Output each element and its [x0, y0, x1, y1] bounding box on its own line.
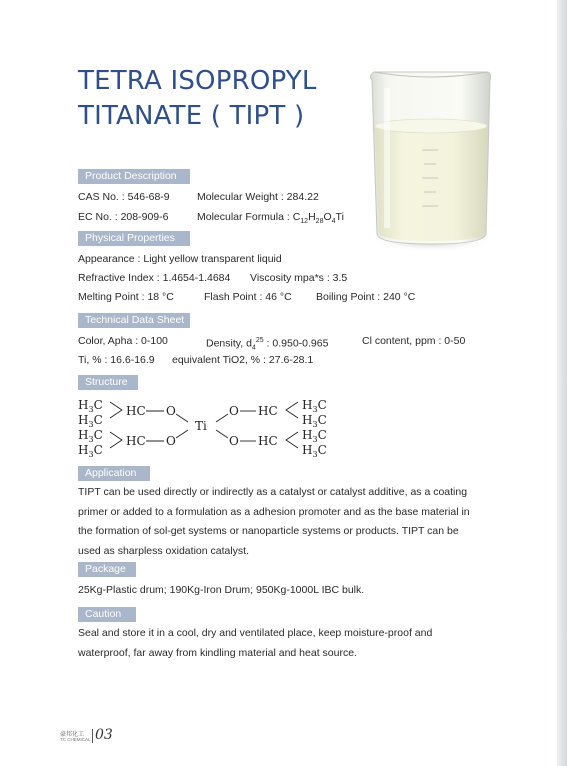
caution-text: Seal and store it in a cool, dry and ventilated place, keep moisture-proof and waterproof, far away from kindling material and heat source. [78, 627, 433, 659]
title-line-1: TETRA ISOPROPYL [78, 66, 317, 96]
struct-h3c-8: $H_3C$ [302, 443, 327, 459]
struct-h3c-6: $H_3C$ [302, 413, 327, 429]
structure-formula [76, 394, 346, 460]
struct-h3c-4: $H_3C$ [78, 443, 103, 459]
struct-o-3: O [229, 404, 239, 418]
page-edge-shadow [557, 0, 567, 766]
struct-h3c-1: $H_3C$ [78, 398, 103, 414]
molecular-formula: Molecular Formula : $C_{12}H_{28}O_4Ti$ [197, 211, 344, 226]
section-header-structure: Structure [78, 375, 138, 390]
appearance: Appearance : Light yellow transparent liquid [78, 253, 282, 265]
application-text: TIPT can be used directly or indirectly as a catalyst or catalyst additive, as a coating primer or added to a formulation as a adhesion promoter and as the base material in the formation of sol-get systems or nanoparticle systems or products. TIPT can be used as sharpless oxidation catalyst. [78, 486, 470, 557]
struct-o-2: O [166, 434, 176, 448]
refractive-index: Refractive Index : 1.4654-1.4684 [78, 272, 231, 284]
tio2-percent: equivalent TiO2, % : 27.6-28.1 [172, 354, 314, 366]
footer-logo-sub: TC CHEMICAL [60, 737, 91, 742]
beaker-image [360, 58, 500, 258]
cl-content: Cl content, ppm : 0-50 [362, 335, 466, 347]
section-header-caution: Caution [78, 607, 136, 622]
title-line-2: TITANATE ( TIPT ) [78, 101, 305, 131]
cas-number: CAS No. : 546-68-9 [78, 191, 170, 203]
package-text: 25Kg-Plastic drum; 190Kg-Iron Drum; 950Kg-1000L IBC bulk. [78, 584, 365, 596]
viscosity: Viscosity mpa*s : 3.5 [250, 272, 348, 284]
struct-hc-3: HC [258, 404, 278, 418]
footer-logo: 豪邦化工 [60, 732, 85, 738]
struct-h3c-7: $H_3C$ [302, 428, 327, 444]
section-header-application: Application [78, 466, 150, 481]
ti-percent: Ti, % : 16.6-16.9 [78, 354, 155, 366]
struct-h3c-5: $H_3C$ [302, 398, 327, 414]
struct-h3c-3: $H_3C$ [78, 428, 103, 444]
struct-hc-4: HC [258, 434, 278, 448]
ec-number: EC No. : 208-909-6 [78, 211, 169, 223]
struct-o-4: O [229, 434, 239, 448]
melting-point: Melting Point : 18 °C [78, 291, 174, 303]
struct-o-1: O [166, 404, 176, 418]
section-header-technical-data: Technical Data Sheet [78, 313, 190, 328]
struct-ti: Ti [195, 419, 207, 433]
section-header-physical-properties: Physical Properties [78, 231, 190, 246]
struct-h3c-2: $H_3C$ [78, 413, 103, 429]
page-number: 03 [95, 727, 113, 743]
flash-point: Flash Point : 46 °C [204, 291, 292, 303]
boiling-point: Boiling Point : 240 °C [316, 291, 416, 303]
section-header-product-description: Product Description [78, 169, 190, 184]
molecular-weight: Molecular Weight : 284.22 [197, 191, 319, 203]
density: Density, $d_4^{25}$ : 0.950-0.965 [206, 337, 329, 352]
page-title [78, 64, 317, 134]
footer-divider [92, 729, 93, 743]
color-apha: Color, Apha : 0-100 [78, 335, 168, 347]
struct-hc-2: HC [126, 434, 146, 448]
struct-hc-1: HC [126, 404, 146, 418]
section-header-package: Package [78, 562, 136, 577]
